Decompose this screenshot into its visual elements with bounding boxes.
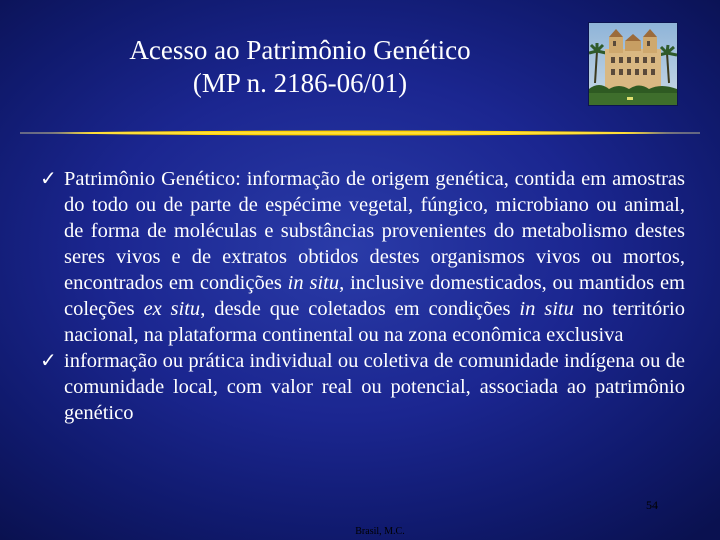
bullet-italic-text: ex situ [143, 298, 201, 320]
checkmark-icon: ✓ [40, 350, 57, 372]
building-photo [588, 22, 678, 106]
bullet-patrimonio-genetico [40, 166, 685, 348]
slide-title [60, 34, 540, 100]
title-line-1: Acesso ao Patrimônio Genético [129, 35, 471, 65]
bullet-informacao-pratica [40, 348, 685, 426]
title-divider [0, 122, 720, 144]
slide-body [40, 166, 685, 426]
bullet-text: Patrimônio Genético: informação de origem genética, contida em amostras do todo ou de parte de espécime vegetal, fúngico, microbiano ou animal, de forma de moléculas e substâncias provenientes do metabolismo destes seres vivos e de extratos obtidos destes organismos vivos ou mortos, encontrados em condições [64, 168, 685, 294]
bullet-text: , inclusive domesticados, ou mantidos em coleções [64, 272, 685, 320]
bullet-text: , desde que coletados em condições [200, 298, 520, 320]
title-line-2: (MP n. 2186-06/01) [192, 68, 408, 98]
bullet-italic-text: in situ [519, 298, 574, 320]
bullet-text: no território nacional, na plataforma continental ou na zona econômica exclusiva [64, 298, 685, 346]
bullet-italic-text: in situ [287, 272, 340, 294]
page-number: 54 [646, 498, 658, 512]
bullet-text: informação ou prática individual ou coletiva de comunidade indígena ou de comunidade local, com valor real ou potencial, associada ao patrimônio genético [64, 350, 685, 424]
checkmark-icon: ✓ [40, 168, 57, 190]
footer-author: Brasil, M.C. [355, 526, 405, 537]
